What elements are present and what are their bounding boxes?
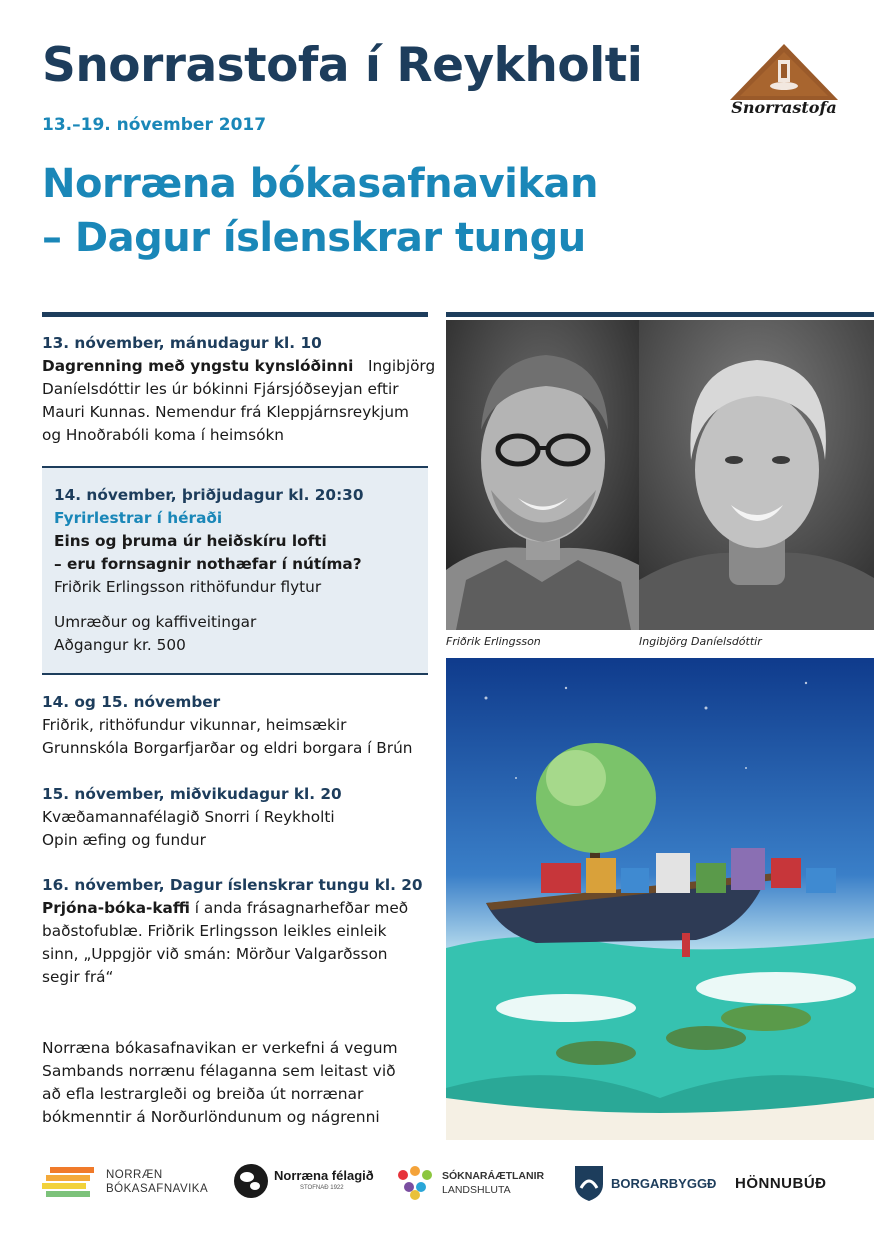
box-bottom-rule xyxy=(42,673,428,675)
event-4 xyxy=(42,783,342,852)
event-1-line3: Mauri Kunnas. Nemendur frá Kleppjárnsreykjum xyxy=(42,403,409,421)
event-1-line1: Ingibjörg xyxy=(367,357,436,375)
event-dates: 13.–19. nóvember 2017 xyxy=(42,115,267,135)
event-2 xyxy=(54,484,363,657)
headline-line-2: – Dagur íslenskrar tungu xyxy=(42,215,586,261)
sponsor-2-sub: STOFNAÐ 1922 xyxy=(300,1185,344,1191)
event-3-line2: Grunnskóla Borgarfjarðar og eldri borgara í Brún xyxy=(42,739,413,757)
event-1-heading: Dagrenning með yngstu kynslóðinni xyxy=(42,357,354,375)
sponsor-soknaraaetlanir xyxy=(396,1166,556,1202)
about-line-3: að efla lestrargleði og breiða út norrænar xyxy=(42,1085,364,1103)
sponsor-1-line-1: NORRÆN xyxy=(106,1169,163,1181)
event-2-line2: Umræður og kaffiveitingar xyxy=(54,613,257,631)
event-3 xyxy=(42,691,412,760)
event-5-date: 16. nóvember, Dagur íslenskrar tungu kl. 20 xyxy=(42,876,423,894)
stripes-icon xyxy=(42,1167,96,1197)
sponsor-norraena-felagid xyxy=(234,1162,384,1202)
event-2-heading-2: – eru fornsagnir nothæfar í nútíma? xyxy=(54,555,362,573)
event-5-heading: Prjóna-bóka-kaffi xyxy=(42,899,190,917)
event-2-subtitle: Fyrirlestrar í héraði xyxy=(54,509,223,527)
event-4-line2: Opin æfing og fundur xyxy=(42,831,206,849)
event-4-date: 15. nóvember, miðvikudagur kl. 20 xyxy=(42,785,342,803)
event-3-line1: Friðrik, rithöfundur vikunnar, heimsækir xyxy=(42,716,347,734)
page-title: Snorrastofa í Reykholti xyxy=(42,38,643,93)
headline xyxy=(42,157,598,265)
event-5-line1: í anda frásagnarhefðar með xyxy=(189,899,409,917)
illustration xyxy=(446,658,874,1140)
event-4-line1: Kvæðamannafélagið Snorri í Reykholti xyxy=(42,808,335,826)
globe-icon xyxy=(234,1164,268,1198)
snorrastofa-logo xyxy=(728,42,840,122)
photo-ingibjorg xyxy=(639,320,874,630)
about-line-2: Sambands norrænu félaganna sem leitast við xyxy=(42,1062,396,1080)
event-1-date: 13. nóvember, mánudagur kl. 10 xyxy=(42,334,322,352)
sponsor-borgarbyggd xyxy=(573,1164,723,1204)
caption-fridrik: Friðrik Erlingsson xyxy=(446,635,541,648)
shield-icon xyxy=(573,1164,605,1202)
event-1 xyxy=(42,332,435,447)
sponsor-2-name: Norræna félagið xyxy=(274,1168,374,1183)
about-line-4: bókmenntir á Norðurlöndunum og nágrenni xyxy=(42,1108,380,1126)
photo-fridrik xyxy=(446,320,639,630)
event-5-line2: baðstofublæ. Friðrik Erlingsson leikles einleik xyxy=(42,922,387,940)
sponsor-1-line-2: BÓKASAFNAVIKA xyxy=(106,1183,209,1195)
headline-line-1: Norræna bókasafnavikan xyxy=(42,161,598,207)
event-2-line1: Friðrik Erlingsson rithöfundur flytur xyxy=(54,578,322,596)
sponsor-honnubud: HÖNNUBÚÐ xyxy=(735,1175,827,1192)
sponsor-3-line-1: SÓKNARÁÆTLANIR xyxy=(442,1170,545,1182)
event-2-heading-1: Eins og þruma úr heiðskíru lofti xyxy=(54,532,327,550)
hexagon-cluster-icon xyxy=(396,1166,436,1200)
event-5-line4: segir frá“ xyxy=(42,968,114,986)
sponsor-4-name: BORGARBYGGÐ xyxy=(611,1176,717,1191)
event-2-line3: Aðgangur kr. 500 xyxy=(54,636,186,654)
sponsor-3-line-2: LANDSHLUTA xyxy=(442,1184,511,1196)
about-line-1: Norræna bókasafnavikan er verkefni á vegum xyxy=(42,1039,398,1057)
left-top-rule xyxy=(42,312,428,317)
event-5 xyxy=(42,874,423,989)
right-top-rule xyxy=(446,312,874,317)
event-1-line2: Daníelsdóttir les úr bókinni Fjársjóðseyjan eftir xyxy=(42,380,399,398)
event-2-date: 14. nóvember, þriðjudagur kl. 20:30 xyxy=(54,486,364,504)
event-1-line4: og Hnoðrabóli koma í heimsókn xyxy=(42,426,285,444)
event-5-line3: sinn, „Uppgjör við smán: Mörður Valgarðsson xyxy=(42,945,388,963)
sponsor-norraen-bokasafnavika xyxy=(42,1165,232,1201)
about-text xyxy=(42,1037,398,1129)
event-3-date: 14. og 15. nóvember xyxy=(42,693,221,711)
caption-ingibjorg: Ingibjörg Daníelsdóttir xyxy=(639,635,762,648)
logo-text: Snorrastofa xyxy=(731,98,837,117)
